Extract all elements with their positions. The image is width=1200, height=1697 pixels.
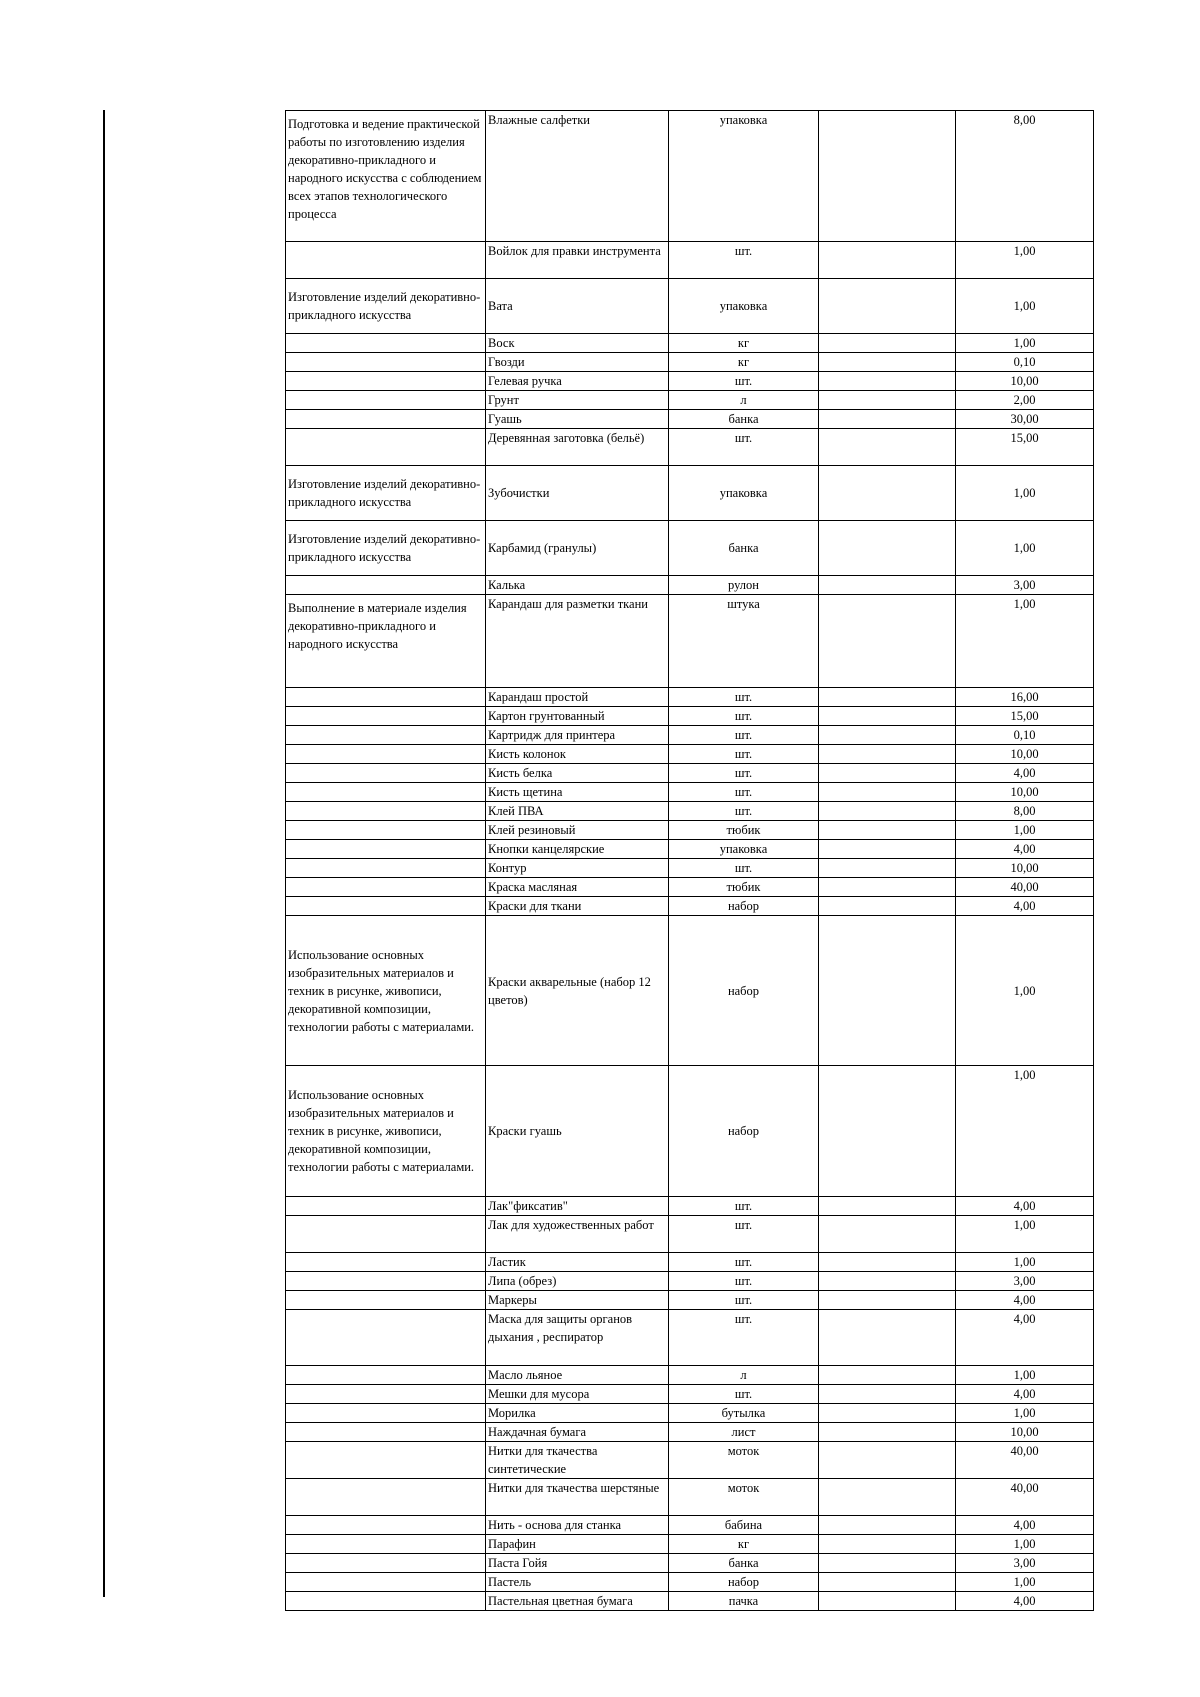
- quantity-cell: 10,00: [956, 1423, 1094, 1442]
- empty-cell: [819, 1573, 956, 1592]
- empty-cell: [819, 916, 956, 1066]
- activity-cell: [286, 1404, 486, 1423]
- material-name-cell: Клей резиновый: [486, 821, 669, 840]
- activity-cell: Изготовление изделий декоративно-прикладного искусства: [286, 466, 486, 521]
- unit-cell: набор: [669, 1573, 819, 1592]
- unit-cell: шт.: [669, 745, 819, 764]
- activity-cell: [286, 576, 486, 595]
- activity-cell: [286, 688, 486, 707]
- unit-cell: шт.: [669, 688, 819, 707]
- empty-cell: [819, 521, 956, 576]
- quantity-cell: 4,00: [956, 1385, 1094, 1404]
- unit-cell: шт.: [669, 802, 819, 821]
- material-name-cell: Картридж для принтера: [486, 726, 669, 745]
- material-name-cell: Морилка: [486, 1404, 669, 1423]
- empty-cell: [819, 878, 956, 897]
- unit-cell: шт.: [669, 1310, 819, 1366]
- material-name-cell: Гвозди: [486, 353, 669, 372]
- unit-cell: набор: [669, 1066, 819, 1197]
- activity-cell: [286, 1216, 486, 1253]
- activity-cell: [286, 726, 486, 745]
- materials-table: [285, 110, 1094, 1611]
- activity-cell: [286, 764, 486, 783]
- unit-cell: л: [669, 1366, 819, 1385]
- quantity-cell: 1,00: [956, 916, 1094, 1066]
- material-name-cell: Мешки для мусора: [486, 1385, 669, 1404]
- empty-cell: [819, 726, 956, 745]
- material-name-cell: Влажные салфетки: [486, 111, 669, 242]
- activity-cell: [286, 783, 486, 802]
- empty-cell: [819, 859, 956, 878]
- material-name-cell: Лак"фиксатив": [486, 1197, 669, 1216]
- quantity-cell: 3,00: [956, 1554, 1094, 1573]
- material-name-cell: Краски гуашь: [486, 1066, 669, 1197]
- quantity-cell: 1,00: [956, 466, 1094, 521]
- material-name-cell: Краски акварельные (набор 12 цветов): [486, 916, 669, 1066]
- quantity-cell: 1,00: [956, 1573, 1094, 1592]
- quantity-cell: 1,00: [956, 521, 1094, 576]
- empty-cell: [819, 1385, 956, 1404]
- empty-cell: [819, 111, 956, 242]
- empty-cell: [819, 707, 956, 726]
- material-name-cell: Кисть щетина: [486, 783, 669, 802]
- unit-cell: шт.: [669, 242, 819, 279]
- empty-cell: [819, 821, 956, 840]
- material-name-cell: Наждачная бумага: [486, 1423, 669, 1442]
- activity-cell: [286, 1516, 486, 1535]
- quantity-cell: 1,00: [956, 279, 1094, 334]
- quantity-cell: 2,00: [956, 391, 1094, 410]
- material-name-cell: Нитки для ткачества синтетические: [486, 1442, 669, 1479]
- unit-cell: бутылка: [669, 1404, 819, 1423]
- quantity-cell: 40,00: [956, 1479, 1094, 1516]
- unit-cell: моток: [669, 1479, 819, 1516]
- quantity-cell: 1,00: [956, 334, 1094, 353]
- material-name-cell: Нитки для ткачества шерстяные: [486, 1479, 669, 1516]
- empty-cell: [819, 1404, 956, 1423]
- material-name-cell: Маска для защиты органов дыхания , респиратор: [486, 1310, 669, 1366]
- material-name-cell: Зубочистки: [486, 466, 669, 521]
- activity-cell: [286, 1554, 486, 1573]
- quantity-cell: 3,00: [956, 1272, 1094, 1291]
- material-name-cell: Воск: [486, 334, 669, 353]
- quantity-cell: 10,00: [956, 372, 1094, 391]
- quantity-cell: 1,00: [956, 1216, 1094, 1253]
- quantity-cell: 1,00: [956, 1535, 1094, 1554]
- activity-cell: [286, 1366, 486, 1385]
- activity-cell: [286, 1197, 486, 1216]
- unit-cell: шт.: [669, 1197, 819, 1216]
- material-name-cell: Деревянная заготовка (бельё): [486, 429, 669, 466]
- activity-cell: [286, 391, 486, 410]
- empty-cell: [819, 1366, 956, 1385]
- activity-cell: [286, 353, 486, 372]
- activity-cell: [286, 1310, 486, 1366]
- quantity-cell: 1,00: [956, 1404, 1094, 1423]
- material-name-cell: Карбамид (гранулы): [486, 521, 669, 576]
- activity-cell: [286, 859, 486, 878]
- activity-cell: Выполнение в материале изделия декоративно-прикладного и народного искусства: [286, 595, 486, 688]
- quantity-cell: 4,00: [956, 1197, 1094, 1216]
- quantity-cell: 1,00: [956, 821, 1094, 840]
- unit-cell: моток: [669, 1442, 819, 1479]
- material-name-cell: Масло льяное: [486, 1366, 669, 1385]
- empty-cell: [819, 1291, 956, 1310]
- activity-cell: Использование основных изобразительных материалов и техник в рисунке, живописи, декоративной композиции, технологии работы с материалами.: [286, 916, 486, 1066]
- material-name-cell: Кисть белка: [486, 764, 669, 783]
- quantity-cell: 4,00: [956, 840, 1094, 859]
- unit-cell: шт.: [669, 372, 819, 391]
- empty-cell: [819, 372, 956, 391]
- unit-cell: шт.: [669, 1385, 819, 1404]
- empty-cell: [819, 1310, 956, 1366]
- material-name-cell: Липа (обрез): [486, 1272, 669, 1291]
- unit-cell: банка: [669, 410, 819, 429]
- activity-cell: [286, 429, 486, 466]
- quantity-cell: 40,00: [956, 878, 1094, 897]
- activity-cell: [286, 1442, 486, 1479]
- quantity-cell: 4,00: [956, 764, 1094, 783]
- unit-cell: банка: [669, 1554, 819, 1573]
- empty-cell: [819, 840, 956, 859]
- quantity-cell: 0,10: [956, 353, 1094, 372]
- unit-cell: шт.: [669, 1253, 819, 1272]
- empty-cell: [819, 1554, 956, 1573]
- unit-cell: тюбик: [669, 821, 819, 840]
- empty-cell: [819, 1272, 956, 1291]
- empty-cell: [819, 595, 956, 688]
- quantity-cell: 4,00: [956, 897, 1094, 916]
- quantity-cell: 4,00: [956, 1516, 1094, 1535]
- activity-cell: [286, 1272, 486, 1291]
- activity-cell: [286, 1592, 486, 1611]
- quantity-cell: 30,00: [956, 410, 1094, 429]
- empty-cell: [819, 1066, 956, 1197]
- material-name-cell: Лак для художественных работ: [486, 1216, 669, 1253]
- activity-cell: [286, 745, 486, 764]
- quantity-cell: 1,00: [956, 242, 1094, 279]
- quantity-cell: 8,00: [956, 111, 1094, 242]
- empty-cell: [819, 1592, 956, 1611]
- activity-cell: Изготовление изделий декоративно-прикладного искусства: [286, 279, 486, 334]
- unit-cell: кг: [669, 1535, 819, 1554]
- unit-cell: л: [669, 391, 819, 410]
- unit-cell: шт.: [669, 707, 819, 726]
- quantity-cell: 0,10: [956, 726, 1094, 745]
- unit-cell: бабина: [669, 1516, 819, 1535]
- empty-cell: [819, 242, 956, 279]
- activity-cell: Изготовление изделий декоративно-прикладного искусства: [286, 521, 486, 576]
- activity-cell: [286, 897, 486, 916]
- quantity-cell: 4,00: [956, 1310, 1094, 1366]
- unit-cell: шт.: [669, 783, 819, 802]
- empty-cell: [819, 1253, 956, 1272]
- quantity-cell: 1,00: [956, 1253, 1094, 1272]
- quantity-cell: 1,00: [956, 595, 1094, 688]
- empty-cell: [819, 745, 956, 764]
- empty-cell: [819, 391, 956, 410]
- empty-cell: [819, 576, 956, 595]
- unit-cell: шт.: [669, 1216, 819, 1253]
- material-name-cell: Кнопки канцелярские: [486, 840, 669, 859]
- empty-cell: [819, 334, 956, 353]
- material-name-cell: Картон грунтованный: [486, 707, 669, 726]
- material-name-cell: Парафин: [486, 1535, 669, 1554]
- material-name-cell: Ластик: [486, 1253, 669, 1272]
- empty-cell: [819, 1423, 956, 1442]
- material-name-cell: Краски для ткани: [486, 897, 669, 916]
- quantity-cell: 15,00: [956, 429, 1094, 466]
- material-name-cell: Клей ПВА: [486, 802, 669, 821]
- activity-cell: [286, 334, 486, 353]
- empty-cell: [819, 353, 956, 372]
- empty-cell: [819, 764, 956, 783]
- activity-cell: [286, 1291, 486, 1310]
- unit-cell: упаковка: [669, 840, 819, 859]
- empty-cell: [819, 1216, 956, 1253]
- material-name-cell: Нить - основа для станка: [486, 1516, 669, 1535]
- unit-cell: шт.: [669, 764, 819, 783]
- quantity-cell: 1,00: [956, 1066, 1094, 1197]
- activity-cell: [286, 840, 486, 859]
- material-name-cell: Пастель: [486, 1573, 669, 1592]
- material-name-cell: Калька: [486, 576, 669, 595]
- quantity-cell: 40,00: [956, 1442, 1094, 1479]
- activity-cell: [286, 1253, 486, 1272]
- activity-cell: [286, 802, 486, 821]
- empty-cell: [819, 466, 956, 521]
- empty-cell: [819, 783, 956, 802]
- material-name-cell: Контур: [486, 859, 669, 878]
- material-name-cell: Гелевая ручка: [486, 372, 669, 391]
- empty-cell: [819, 1479, 956, 1516]
- quantity-cell: 8,00: [956, 802, 1094, 821]
- activity-cell: Подготовка и ведение практической работы по изготовлению изделия декоративно-прикладного и народного искусства с соблюдением всех этапов технологического процесса: [286, 111, 486, 242]
- unit-cell: набор: [669, 897, 819, 916]
- material-name-cell: Войлок для правки инструмента: [486, 242, 669, 279]
- activity-cell: Использование основных изобразительных материалов и техник в рисунке, живописи, декоративной композиции, технологии работы с материалами.: [286, 1066, 486, 1197]
- material-name-cell: Грунт: [486, 391, 669, 410]
- empty-cell: [819, 688, 956, 707]
- activity-cell: [286, 372, 486, 391]
- activity-cell: [286, 1535, 486, 1554]
- activity-cell: [286, 707, 486, 726]
- activity-cell: [286, 1479, 486, 1516]
- material-name-cell: Вата: [486, 279, 669, 334]
- unit-cell: упаковка: [669, 466, 819, 521]
- unit-cell: рулон: [669, 576, 819, 595]
- material-name-cell: Маркеры: [486, 1291, 669, 1310]
- unit-cell: пачка: [669, 1592, 819, 1611]
- empty-cell: [819, 1516, 956, 1535]
- quantity-cell: 10,00: [956, 859, 1094, 878]
- quantity-cell: 3,00: [956, 576, 1094, 595]
- unit-cell: кг: [669, 353, 819, 372]
- unit-cell: упаковка: [669, 279, 819, 334]
- unit-cell: кг: [669, 334, 819, 353]
- unit-cell: упаковка: [669, 111, 819, 242]
- unit-cell: набор: [669, 916, 819, 1066]
- material-name-cell: Гуашь: [486, 410, 669, 429]
- unit-cell: шт.: [669, 726, 819, 745]
- empty-cell: [819, 1535, 956, 1554]
- quantity-cell: 10,00: [956, 783, 1094, 802]
- left-margin-rule: [103, 110, 105, 1597]
- unit-cell: банка: [669, 521, 819, 576]
- unit-cell: шт.: [669, 429, 819, 466]
- empty-cell: [819, 429, 956, 466]
- quantity-cell: 15,00: [956, 707, 1094, 726]
- unit-cell: тюбик: [669, 878, 819, 897]
- material-name-cell: Кисть колонок: [486, 745, 669, 764]
- activity-cell: [286, 1573, 486, 1592]
- quantity-cell: 1,00: [956, 1366, 1094, 1385]
- unit-cell: штука: [669, 595, 819, 688]
- activity-cell: [286, 410, 486, 429]
- activity-cell: [286, 242, 486, 279]
- quantity-cell: 10,00: [956, 745, 1094, 764]
- material-name-cell: Карандаш для разметки ткани: [486, 595, 669, 688]
- activity-cell: [286, 1385, 486, 1404]
- empty-cell: [819, 410, 956, 429]
- activity-cell: [286, 1423, 486, 1442]
- material-name-cell: Пастельная цветная бумага: [486, 1592, 669, 1611]
- unit-cell: шт.: [669, 859, 819, 878]
- material-name-cell: Паста Гойя: [486, 1554, 669, 1573]
- empty-cell: [819, 1197, 956, 1216]
- quantity-cell: 16,00: [956, 688, 1094, 707]
- unit-cell: шт.: [669, 1272, 819, 1291]
- unit-cell: шт.: [669, 1291, 819, 1310]
- empty-cell: [819, 279, 956, 334]
- material-name-cell: Карандаш простой: [486, 688, 669, 707]
- empty-cell: [819, 897, 956, 916]
- unit-cell: лист: [669, 1423, 819, 1442]
- activity-cell: [286, 878, 486, 897]
- quantity-cell: 4,00: [956, 1592, 1094, 1611]
- quantity-cell: 4,00: [956, 1291, 1094, 1310]
- material-name-cell: Краска масляная: [486, 878, 669, 897]
- empty-cell: [819, 1442, 956, 1479]
- activity-cell: [286, 821, 486, 840]
- empty-cell: [819, 802, 956, 821]
